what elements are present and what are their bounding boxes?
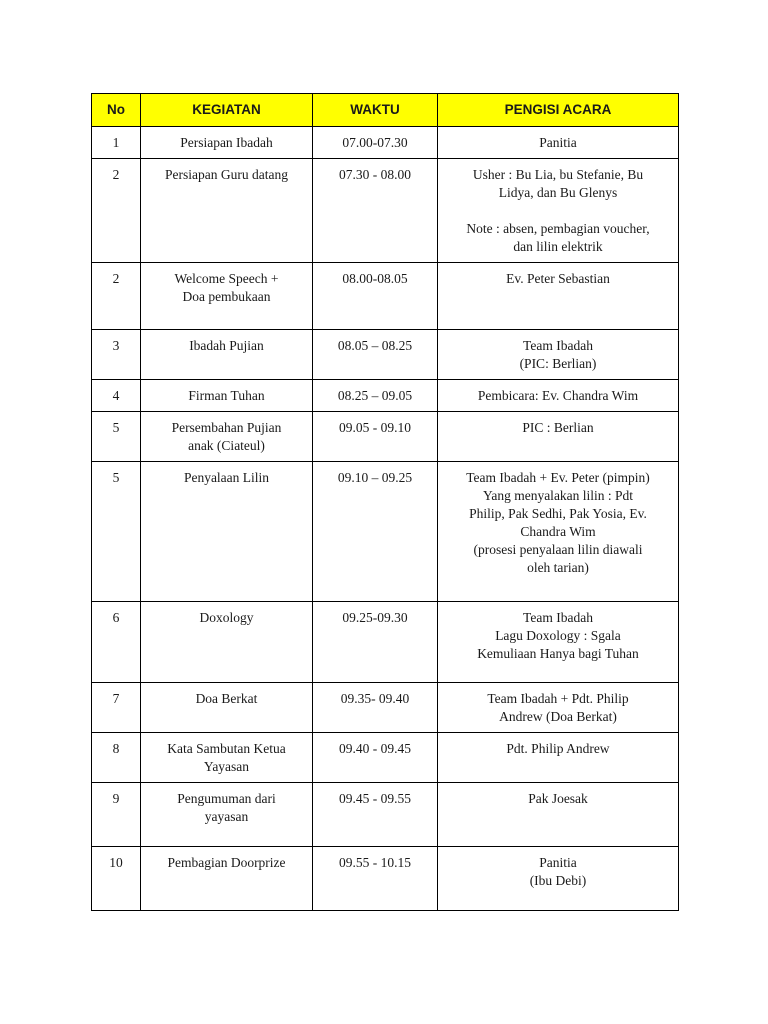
cell-kegiatan [141, 159, 313, 263]
cell-no: 7 [92, 683, 141, 733]
cell-no: 10 [92, 847, 141, 911]
cell-pengisi [438, 733, 679, 783]
table-row [92, 462, 679, 602]
cell-no: 1 [92, 127, 141, 159]
text-line: Andrew (Doa Berkat) [499, 709, 617, 724]
cell-pengisi [438, 159, 679, 263]
text-line: Doa Berkat [195, 691, 258, 706]
cell-no: 4 [92, 380, 141, 412]
text-line: Pengumuman dari [177, 791, 276, 806]
text-line: Chandra Wim [520, 524, 596, 539]
table-row [92, 330, 679, 380]
cell-kegiatan [141, 330, 313, 380]
cell-kegiatan [141, 412, 313, 462]
text-line: (prosesi penyalaan lilin diawali [473, 542, 643, 557]
cell-pengisi [438, 602, 679, 683]
cell-pengisi [438, 412, 679, 462]
text-line: Ev. Peter Sebastian [506, 271, 610, 286]
table-row [92, 127, 679, 159]
text-line: PIC : Berlian [522, 420, 594, 435]
cell-waktu: 09.05 - 09.10 [313, 412, 438, 462]
table-row [92, 263, 679, 330]
cell-no: 8 [92, 733, 141, 783]
text-line: Pak Joesak [528, 791, 588, 806]
paragraph-gap [444, 202, 672, 220]
cell-kegiatan [141, 683, 313, 733]
cell-no: 3 [92, 330, 141, 380]
text-line: Philip, Pak Sedhi, Pak Yosia, Ev. [469, 506, 647, 521]
note-line: dan lilin elektrik [513, 239, 603, 254]
text-line: Kata Sambutan Ketua [167, 741, 286, 756]
text-line: Yayasan [203, 759, 250, 774]
cell-waktu: 09.40 - 09.45 [313, 733, 438, 783]
cell-kegiatan [141, 462, 313, 602]
cell-waktu: 08.25 – 09.05 [313, 380, 438, 412]
cell-pengisi [438, 783, 679, 847]
text-line: Team Ibadah [523, 338, 593, 353]
cell-waktu: 08.00-08.05 [313, 263, 438, 330]
text-line: (Ibu Debi) [529, 873, 587, 888]
cell-waktu: 09.35- 09.40 [313, 683, 438, 733]
text-line: Panitia [539, 855, 577, 870]
cell-waktu: 08.05 – 08.25 [313, 330, 438, 380]
cell-no: 2 [92, 263, 141, 330]
table-row [92, 159, 679, 263]
text-line: Team Ibadah + Pdt. Philip [487, 691, 629, 706]
schedule-table [91, 93, 679, 911]
text-line: Panitia [539, 135, 577, 150]
text-line: oleh tarian) [527, 560, 589, 575]
text-line: Doxology [199, 610, 254, 625]
cell-pengisi [438, 462, 679, 602]
cell-no: 2 [92, 159, 141, 263]
cell-pengisi [438, 380, 679, 412]
cell-pengisi [438, 263, 679, 330]
cell-waktu: 07.00-07.30 [313, 127, 438, 159]
text-line: Persiapan Guru datang [165, 167, 288, 182]
cell-no: 5 [92, 462, 141, 602]
cell-waktu: 09.55 - 10.15 [313, 847, 438, 911]
cell-pengisi [438, 847, 679, 911]
cell-no: 5 [92, 412, 141, 462]
text-line: Penyalaan Lilin [183, 470, 270, 485]
text-line: (PIC: Berlian) [519, 356, 597, 371]
text-line: Pdt. Philip Andrew [506, 741, 610, 756]
table-row [92, 847, 679, 911]
text-line: Firman Tuhan [188, 388, 265, 403]
table-row [92, 380, 679, 412]
cell-kegiatan [141, 602, 313, 683]
text-line: Lagu Doxology : Sgala [495, 628, 621, 643]
header-kegiatan: KEGIATAN [141, 94, 313, 127]
text-line: Usher : Bu Lia, bu Stefanie, Bu [472, 167, 644, 182]
text-line: Pembagian Doorprize [167, 855, 286, 870]
text-line: Ibadah Pujian [189, 338, 264, 353]
schedule-document [91, 93, 678, 911]
cell-kegiatan [141, 263, 313, 330]
header-row [92, 94, 679, 127]
table-row [92, 602, 679, 683]
text-line: Doa pembukaan [182, 289, 271, 304]
cell-pengisi [438, 330, 679, 380]
header-pengisi-acara: PENGISI ACARA [438, 94, 679, 127]
cell-no: 9 [92, 783, 141, 847]
text-line: Welcome Speech + [174, 271, 279, 286]
text-line: yayasan [204, 809, 249, 824]
note-line: Note : absen, pembagian voucher, [466, 221, 650, 236]
text-line: Yang menyalakan lilin : Pdt [482, 488, 634, 503]
table-row [92, 733, 679, 783]
cell-kegiatan [141, 127, 313, 159]
text-line: Team Ibadah + Ev. Peter (pimpin) [466, 470, 650, 485]
table-row [92, 683, 679, 733]
table-row [92, 412, 679, 462]
header-waktu: WAKTU [313, 94, 438, 127]
header-no: No [92, 94, 141, 127]
cell-pengisi [438, 683, 679, 733]
cell-waktu: 09.10 – 09.25 [313, 462, 438, 602]
table-row [92, 783, 679, 847]
cell-waktu: 09.25-09.30 [313, 602, 438, 683]
text-line: Team Ibadah [523, 610, 593, 625]
text-line: Pembicara: Ev. Chandra Wim [477, 388, 639, 403]
text-line: Kemuliaan Hanya bagi Tuhan [477, 646, 639, 661]
text-line: Persiapan Ibadah [180, 135, 273, 150]
cell-waktu: 09.45 - 09.55 [313, 783, 438, 847]
cell-kegiatan [141, 783, 313, 847]
cell-kegiatan [141, 733, 313, 783]
text-line: Persembahan Pujian [171, 420, 282, 435]
cell-no: 6 [92, 602, 141, 683]
cell-kegiatan [141, 847, 313, 911]
text-line: Lidya, dan Bu Glenys [498, 185, 618, 200]
cell-kegiatan [141, 380, 313, 412]
cell-waktu: 07.30 - 08.00 [313, 159, 438, 263]
cell-pengisi [438, 127, 679, 159]
text-line: anak (Ciateul) [188, 438, 265, 453]
